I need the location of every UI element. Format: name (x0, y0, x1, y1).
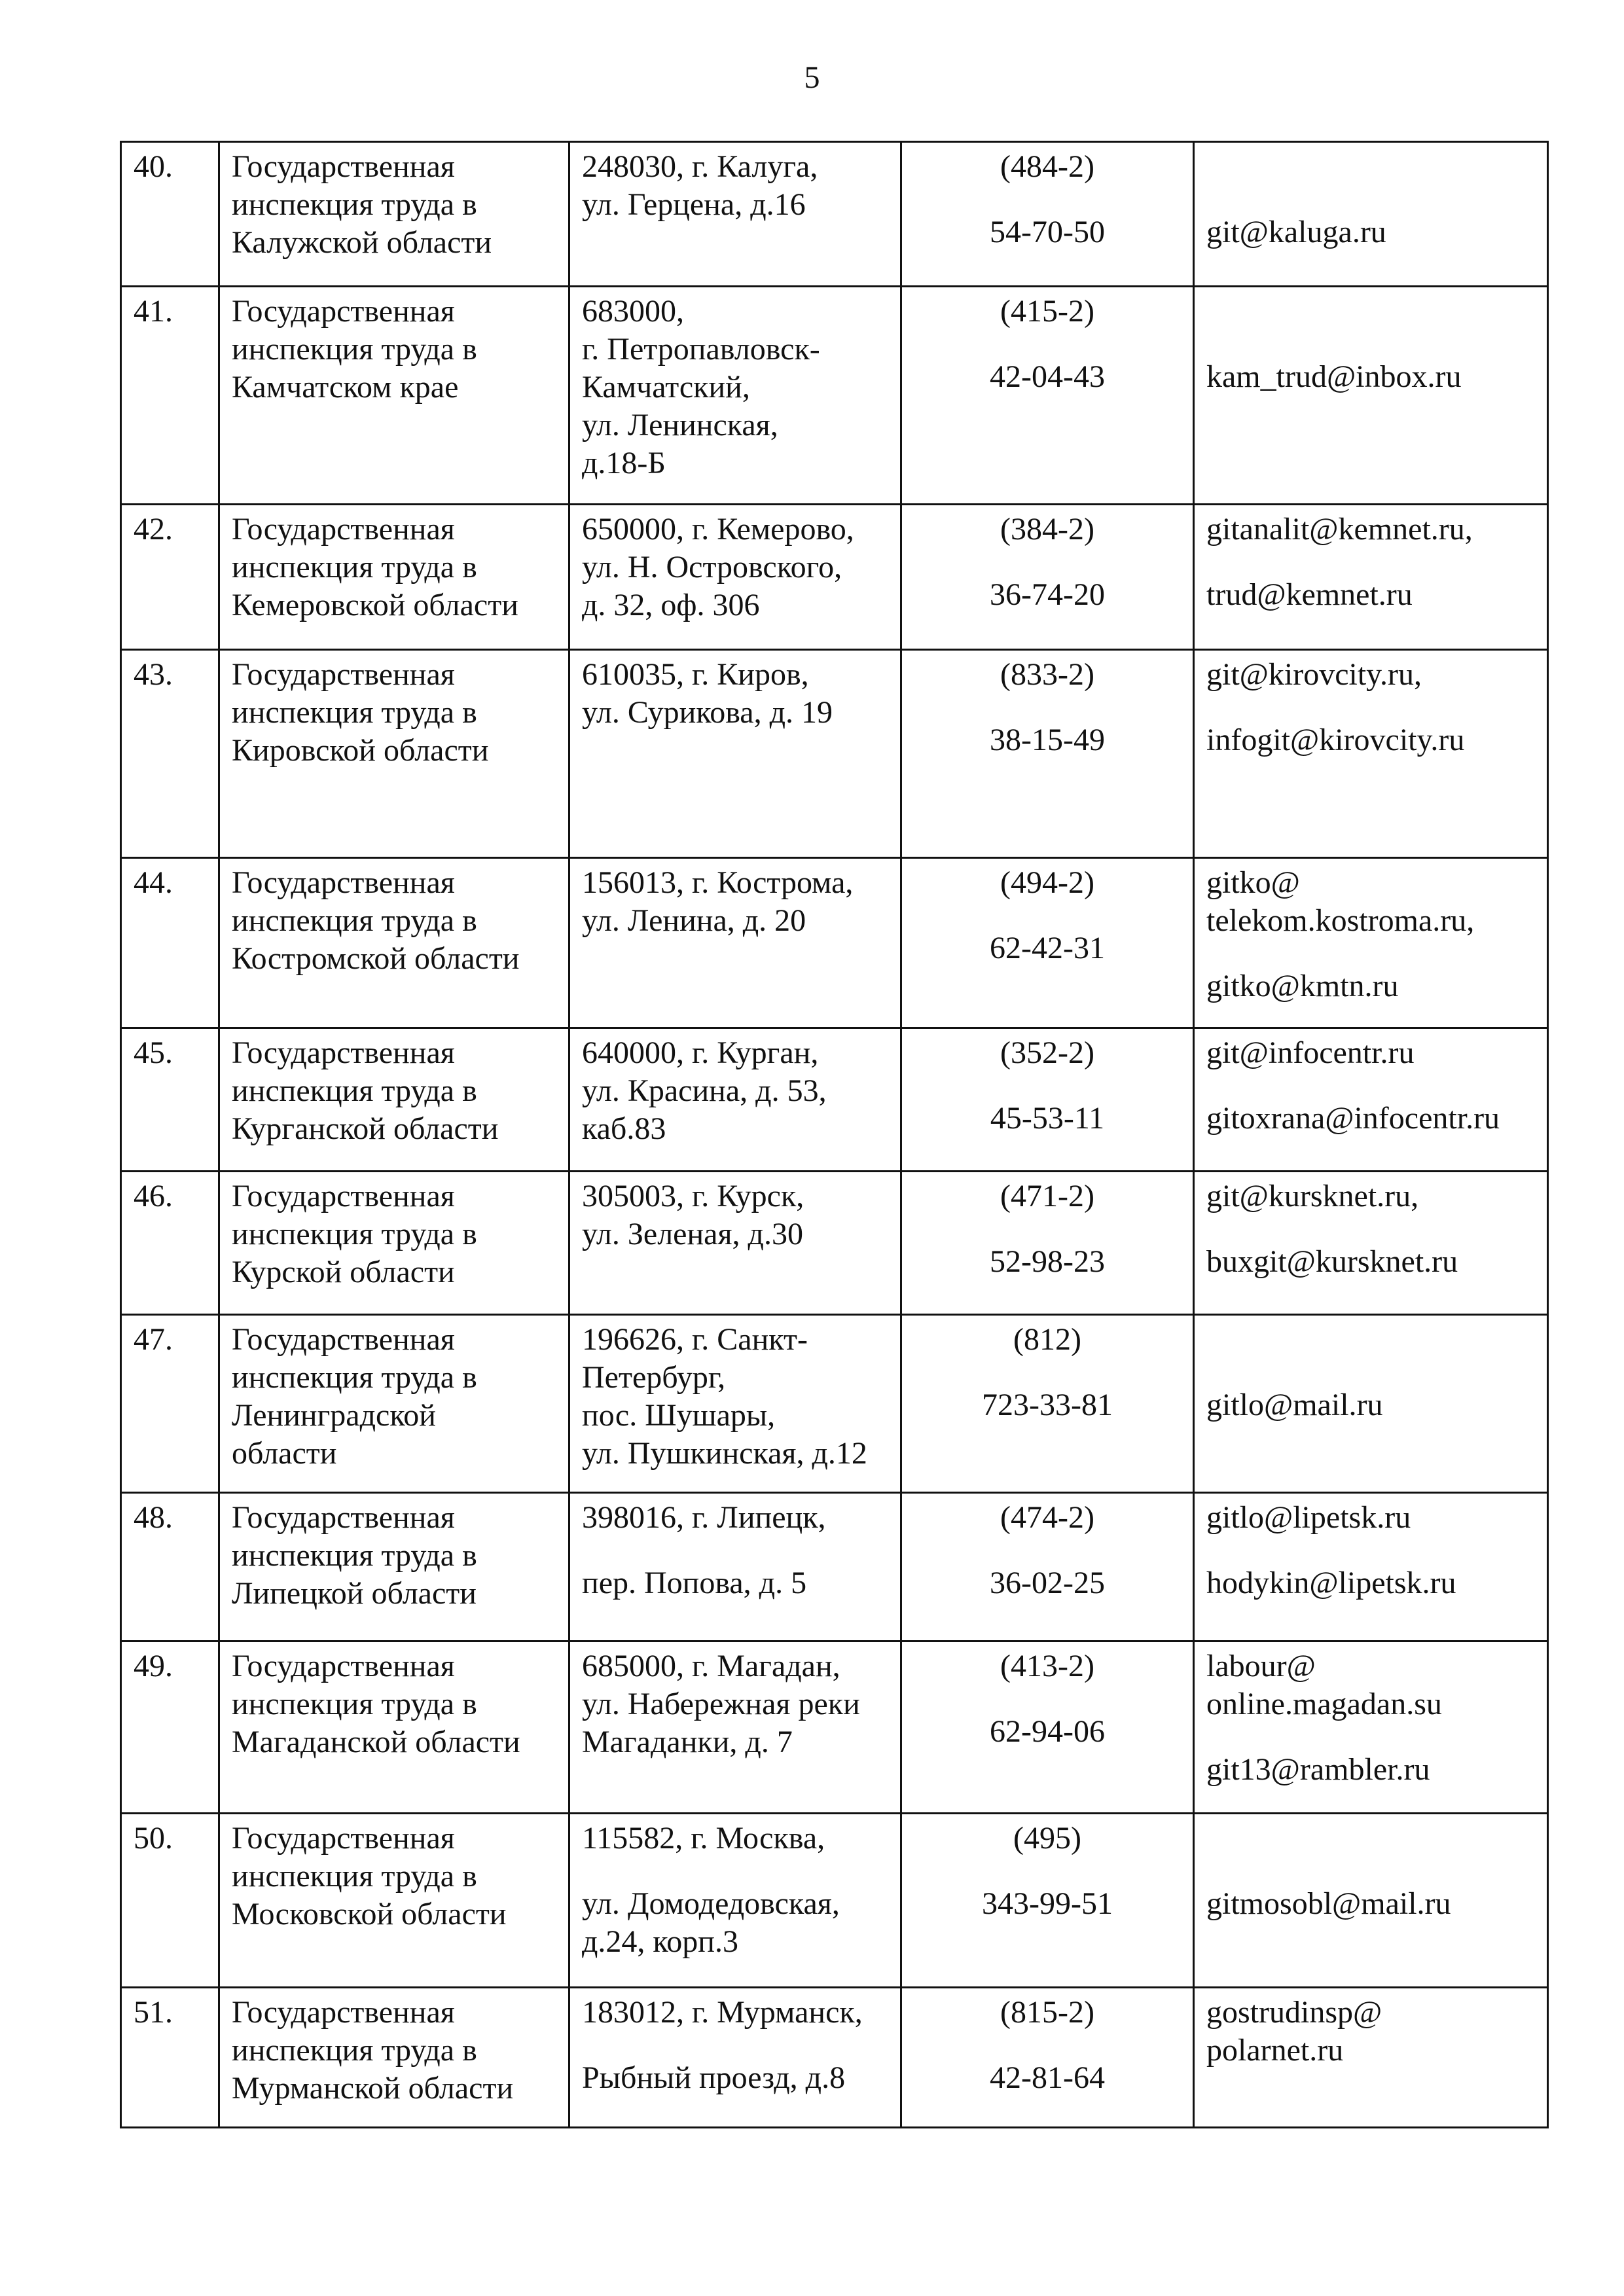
table-row (121, 287, 1548, 505)
inspection-phone (901, 1028, 1194, 1172)
email[interactable]: kam_trud@inbox.ru (1206, 359, 1462, 394)
inspection-name: Государственная инспекция труда в Курганской области (219, 1028, 569, 1172)
row-number: 40. (121, 142, 219, 287)
email[interactable]: git13@rambler.ru (1206, 1752, 1430, 1787)
email[interactable]: gitlo@lipetsk.ru (1206, 1500, 1411, 1535)
inspection-address: 156013, г. Кострома, ул. Ленина, д. 20 (569, 858, 901, 1028)
inspection-email (1194, 1988, 1548, 2128)
email[interactable]: git@kursknet.ru, (1206, 1179, 1419, 1213)
row-number: 43. (121, 650, 219, 858)
inspection-name: Государственная инспекция труда в Магаданской области (219, 1641, 569, 1814)
inspection-email (1194, 858, 1548, 1028)
table-row (121, 1641, 1548, 1814)
inspection-email (1194, 142, 1548, 287)
phone-code: (413-2) (1000, 1649, 1094, 1683)
email[interactable]: trud@kemnet.ru (1206, 577, 1413, 612)
inspection-email (1194, 1315, 1548, 1493)
email[interactable]: git@infocentr.ru (1206, 1035, 1415, 1070)
inspection-name: Государственная инспекция труда в Мурманской области (219, 1988, 569, 2128)
inspection-address: 610035, г. Киров, ул. Сурикова, д. 19 (569, 650, 901, 858)
inspection-name: Государственная инспекция труда в Курской области (219, 1172, 569, 1315)
email[interactable]: gitanalit@kemnet.ru, (1206, 512, 1473, 547)
phone-number: 62-42-31 (990, 931, 1105, 965)
row-number: 46. (121, 1172, 219, 1315)
row-number: 42. (121, 505, 219, 650)
inspection-email (1194, 1641, 1548, 1814)
row-number: 41. (121, 287, 219, 505)
phone-number: 343-99-51 (982, 1886, 1113, 1921)
inspection-phone (901, 287, 1194, 505)
row-number: 44. (121, 858, 219, 1028)
phone-number: 36-02-25 (990, 1566, 1105, 1600)
table-row (121, 1028, 1548, 1172)
phone-code: (384-2) (1000, 512, 1094, 547)
phone-code: (415-2) (1000, 294, 1094, 329)
page-number: 5 (804, 60, 820, 95)
email[interactable]: buxgit@kursknet.ru (1206, 1244, 1458, 1279)
inspection-name: Государственная инспекция труда в Камчатском крае (219, 287, 569, 505)
inspection-phone (901, 650, 1194, 858)
inspection-address: 183012, г. Мурманск, Рыбный проезд, д.8 (569, 1988, 901, 2128)
phone-code: (474-2) (1000, 1500, 1094, 1535)
inspection-phone (901, 1814, 1194, 1988)
phone-number: 54-70-50 (990, 215, 1105, 249)
inspection-address: 398016, г. Липецк, пер. Попова, д. 5 (569, 1493, 901, 1641)
phone-number: 45-53-11 (990, 1101, 1105, 1136)
email[interactable]: gitoxrana@infocentr.ru (1206, 1101, 1500, 1136)
inspection-name: Государственная инспекция труда в Кемеровской области (219, 505, 569, 650)
inspection-registry-table (120, 141, 1549, 2128)
inspection-phone (901, 1641, 1194, 1814)
inspection-email (1194, 505, 1548, 650)
inspection-phone (901, 505, 1194, 650)
inspection-phone (901, 1315, 1194, 1493)
phone-code: (471-2) (1000, 1179, 1094, 1213)
phone-code: (833-2) (1000, 657, 1094, 692)
email[interactable]: gitmosobl@mail.ru (1206, 1886, 1451, 1921)
table-row (121, 1814, 1548, 1988)
phone-number: 723-33-81 (982, 1388, 1113, 1422)
row-number: 47. (121, 1315, 219, 1493)
phone-number: 62-94-06 (990, 1714, 1105, 1749)
inspection-address: 650000, г. Кемерово, ул. Н. Островского, д. 32, оф. 306 (569, 505, 901, 650)
email[interactable]: git@kirovcity.ru, (1206, 657, 1422, 692)
phone-code: (815-2) (1000, 1995, 1094, 2030)
email[interactable]: gitko@kmtn.ru (1206, 969, 1399, 1003)
phone-number: 52-98-23 (990, 1244, 1105, 1279)
phone-number: 38-15-49 (990, 723, 1105, 757)
inspection-name: Государственная инспекция труда в Ленинградской области (219, 1315, 569, 1493)
inspection-name: Государственная инспекция труда в Костромской области (219, 858, 569, 1028)
email[interactable]: online.magadan.su (1206, 1687, 1442, 1721)
inspection-address: 685000, г. Магадан, ул. Набережная реки Магаданки, д. 7 (569, 1641, 901, 1814)
email[interactable]: gitko@ (1206, 865, 1300, 900)
inspection-address: 196626, г. Санкт- Петербург, пос. Шушары, ул. Пушкинская, д.12 (569, 1315, 901, 1493)
phone-code: (495) (1013, 1821, 1081, 1856)
table-row (121, 650, 1548, 858)
table-row (121, 1315, 1548, 1493)
inspection-phone (901, 1493, 1194, 1641)
email[interactable]: hodykin@lipetsk.ru (1206, 1566, 1456, 1600)
inspection-name: Государственная инспекция труда в Кировской области (219, 650, 569, 858)
row-number: 50. (121, 1814, 219, 1988)
inspection-phone (901, 858, 1194, 1028)
inspection-email (1194, 1172, 1548, 1315)
phone-code: (494-2) (1000, 865, 1094, 900)
inspection-email (1194, 650, 1548, 858)
row-number: 49. (121, 1641, 219, 1814)
email[interactable]: polarnet.ru (1206, 2033, 1344, 2068)
phone-code: (812) (1013, 1322, 1081, 1357)
email[interactable]: gostrudinsp@ (1206, 1995, 1382, 2030)
inspection-address: 248030, г. Калуга, ул. Герцена, д.16 (569, 142, 901, 287)
table-row (121, 1493, 1548, 1641)
inspection-email (1194, 1028, 1548, 1172)
inspection-phone (901, 1172, 1194, 1315)
inspection-phone (901, 1988, 1194, 2128)
inspection-email (1194, 287, 1548, 505)
phone-code: (352-2) (1000, 1035, 1094, 1070)
inspection-email (1194, 1814, 1548, 1988)
phone-code: (484-2) (1000, 149, 1094, 184)
email[interactable]: gitlo@mail.ru (1206, 1388, 1383, 1422)
inspection-address: 640000, г. Курган, ул. Красина, д. 53, каб.83 (569, 1028, 901, 1172)
table-row (121, 1988, 1548, 2128)
table-row (121, 505, 1548, 650)
phone-number: 42-81-64 (990, 2060, 1105, 2095)
table-row (121, 858, 1548, 1028)
inspection-name: Государственная инспекция труда в Калужской области (219, 142, 569, 287)
email[interactable]: git@kaluga.ru (1206, 215, 1386, 249)
inspection-name: Государственная инспекция труда в Московской области (219, 1814, 569, 1988)
inspection-address: 115582, г. Москва, ул. Домодедовская, д.24, корп.3 (569, 1814, 901, 1988)
email[interactable]: telekom.kostroma.ru, (1206, 903, 1475, 938)
inspection-phone (901, 142, 1194, 287)
row-number: 48. (121, 1493, 219, 1641)
inspection-address: 683000, г. Петропавловск- Камчатский, ул. Ленинская, д.18-Б (569, 287, 901, 505)
phone-number: 36-74-20 (990, 577, 1105, 612)
row-number: 45. (121, 1028, 219, 1172)
inspection-email (1194, 1493, 1548, 1641)
table-row (121, 1172, 1548, 1315)
email[interactable]: infogit@kirovcity.ru (1206, 723, 1465, 757)
inspection-address: 305003, г. Курск, ул. Зеленая, д.30 (569, 1172, 901, 1315)
row-number: 51. (121, 1988, 219, 2128)
inspection-name: Государственная инспекция труда в Липецкой области (219, 1493, 569, 1641)
email[interactable]: labour@ (1206, 1649, 1316, 1683)
phone-number: 42-04-43 (990, 359, 1105, 394)
table-row (121, 142, 1548, 287)
